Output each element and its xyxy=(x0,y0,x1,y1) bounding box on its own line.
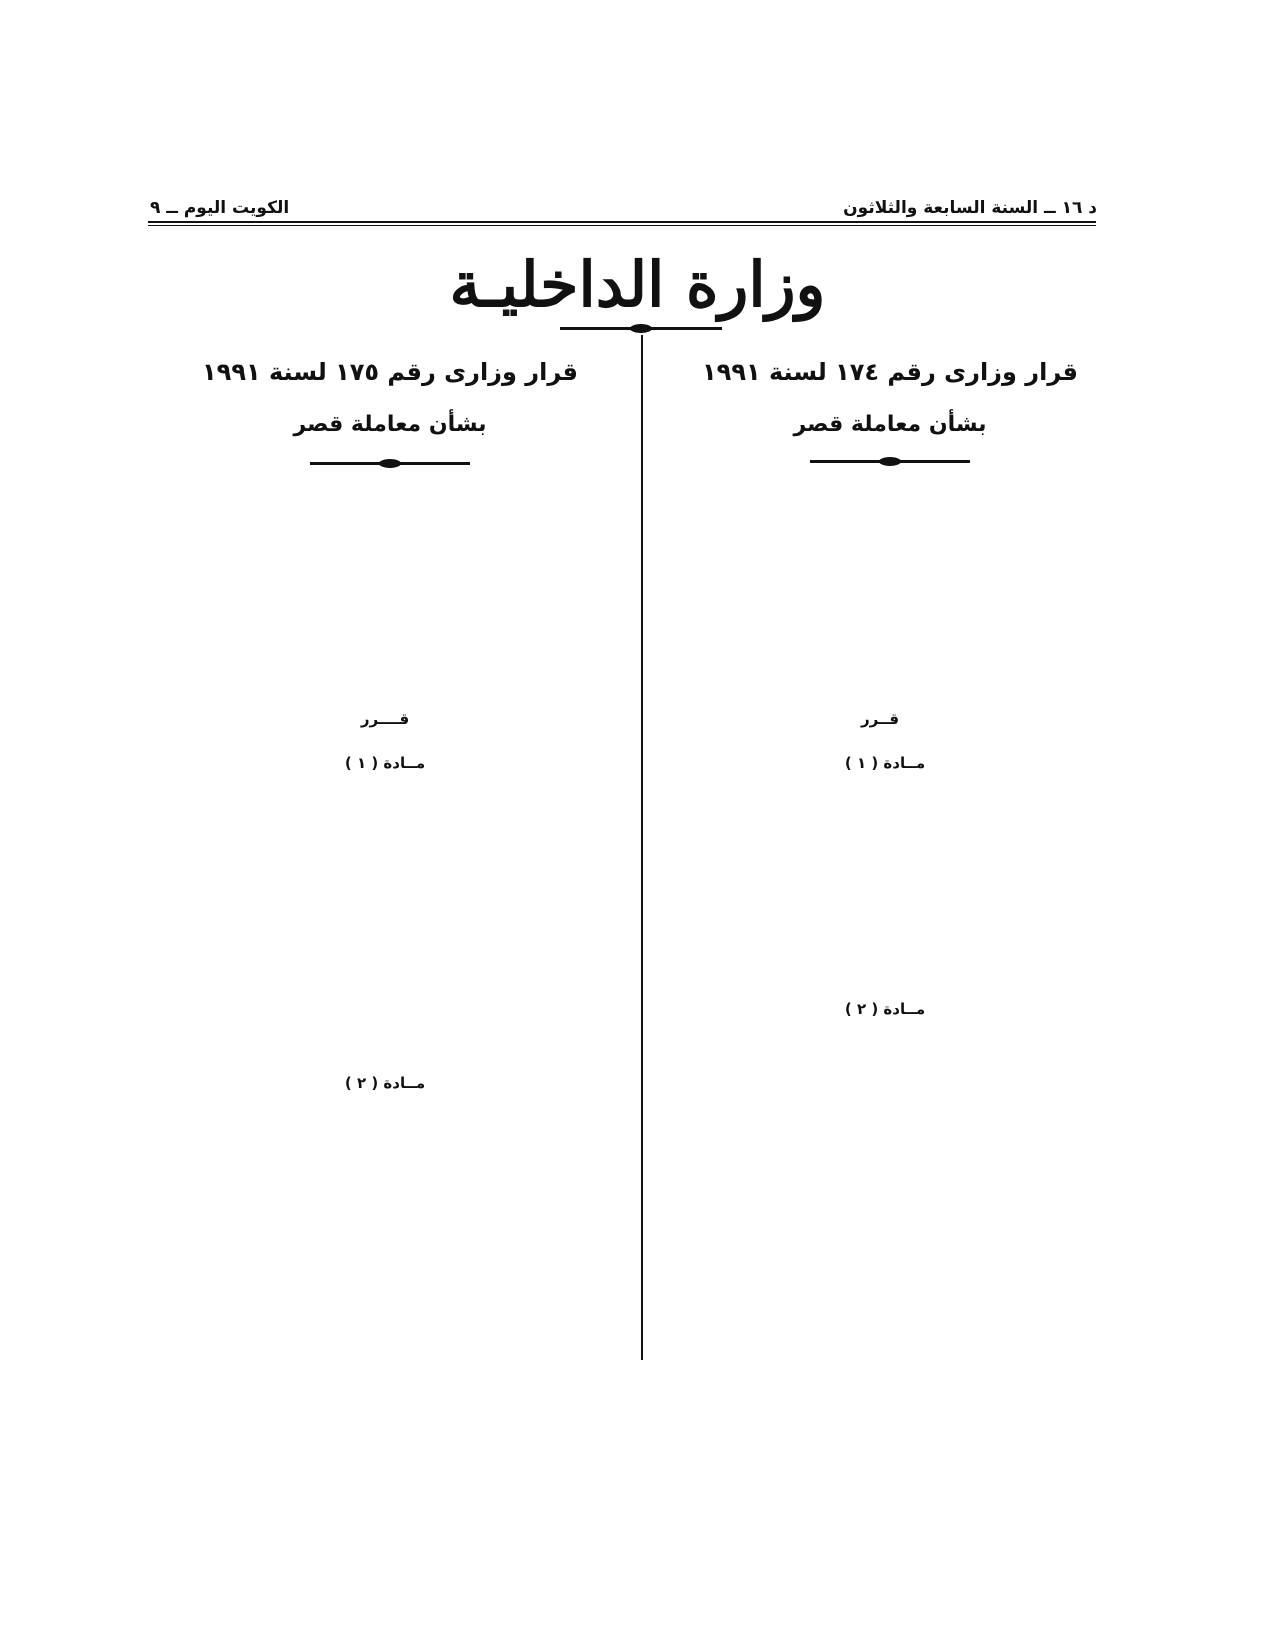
right-decides: قــرر xyxy=(860,710,900,728)
masthead-title: وزارة الداخليـة xyxy=(449,248,826,321)
column-divider xyxy=(641,335,643,1360)
right-decree-subject: بشأن معاملة قصر xyxy=(793,412,987,437)
left-article2-label: مــادة ( ٢ ) xyxy=(344,1074,426,1092)
left-decree-title: قرار وزارى رقم ١٧٥ لسنة ١٩٩١ xyxy=(202,358,578,386)
left-subject-ornament xyxy=(310,462,470,465)
right-article2-label: مــادة ( ٢ ) xyxy=(844,1000,926,1018)
page-header-right: د ١٦ ــ السنة السابعة والثلاثون xyxy=(843,198,1097,218)
right-decree-title: قرار وزارى رقم ١٧٤ لسنة ١٩٩١ xyxy=(702,358,1078,386)
left-article1-label: مــادة ( ١ ) xyxy=(344,754,426,772)
right-subject-ornament xyxy=(810,460,970,463)
header-rule xyxy=(148,221,1096,223)
right-article1-label: مــادة ( ١ ) xyxy=(844,754,926,772)
page-header-left: الكويت اليوم ــ ٩ xyxy=(150,198,290,218)
header-rule-thin xyxy=(148,225,1096,226)
masthead-ornament xyxy=(560,327,722,330)
left-decree-subject: بشأن معاملة قصر xyxy=(293,412,487,437)
left-decides: قــــرر xyxy=(360,710,410,728)
